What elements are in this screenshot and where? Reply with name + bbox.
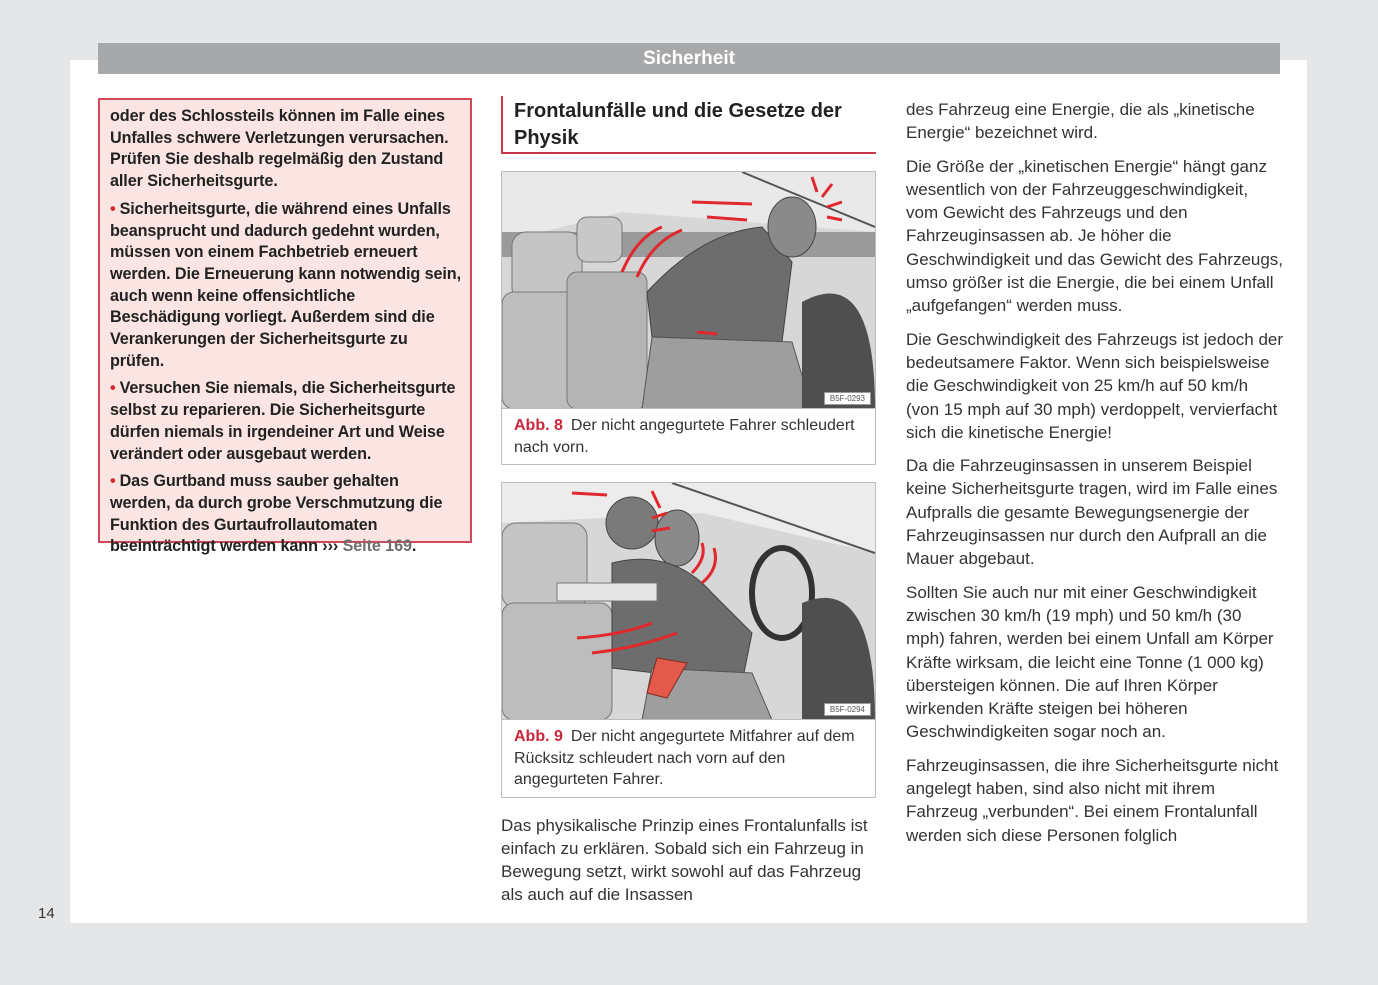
section-title: Frontalunfälle und die Gesetze der Physik xyxy=(501,96,876,154)
warning-bullet xyxy=(110,471,461,558)
middle-body-text xyxy=(501,814,876,907)
figure-caption xyxy=(502,409,875,464)
bullet-icon: • xyxy=(110,199,116,218)
figure-8-illustration xyxy=(502,172,875,409)
warning-intro: oder des Schlossteils können im Falle eines Unfalles schwere Verletzungen verursachen. Prüfen Sie deshalb regelmäßig den Zustand aller Sicherheitsgurte. xyxy=(110,107,449,191)
right-column xyxy=(906,98,1284,857)
figure-code: B5F-0293 xyxy=(824,392,871,405)
chapter-header: Sicherheit xyxy=(98,43,1280,74)
bullet-icon: • xyxy=(110,472,116,491)
xref-arrows-icon: ››› xyxy=(322,537,339,556)
paragraph: Die Geschwindigkeit des Fahrzeugs ist jedoch der bedeutsamere Faktor. Wenn sich beispielsweise die Geschwindigkeit von 25 km/h auf 50 km/h (von 15 mph auf 30 mph) verdoppelt, vervierfacht sich die kinetische Energie! xyxy=(906,329,1284,442)
crash-illustration-icon xyxy=(502,483,875,720)
left-column xyxy=(98,98,472,556)
warning-bullet-text: Das Gurtband muss sauber gehalten werden, da durch grobe Verschmutzung die Funktion des Gurtaufrollautomaten beeinträchtigt werden kann xyxy=(110,472,443,556)
figure-caption xyxy=(502,720,875,797)
warning-box xyxy=(98,98,472,556)
paragraph: des Fahrzeug eine Energie, die als „kinetische Energie“ bezeichnet wird. xyxy=(906,100,1255,143)
middle-column xyxy=(501,96,876,917)
paragraph: Die Größe der „kinetischen Energie“ hängt ganz wesentlich von der Fahrzeuggeschwindigkeit, vom Gewicht des Fahrzeugs und den Fahrzeuginsassen ab. Je höher die Geschwindigkeit und das Gewicht des Fahrzeugs, umso größer ist die Energie, die bei einem Unfall „aufgefangen“ werden muss. xyxy=(906,156,1284,316)
figure-9 xyxy=(501,482,876,798)
figure-label: Abb. 8 xyxy=(514,417,563,434)
sentence-end: . xyxy=(411,537,417,556)
paragraph: Das physikalische Prinzip eines Frontalunfalls ist einfach zu erklären. Sobald sich ein Fahrzeug in Bewegung setzt, wirkt sowohl auf das Fahrzeug als auch auf die Insassen xyxy=(501,815,868,905)
paragraph: Sollten Sie auch nur mit einer Geschwindigkeit zwischen 30 km/h (19 mph) und 50 km/h (30 mph) fahren, werden bei einem Unfall am Körper Kräfte wirksam, die leicht eine Tonne (1 000 kg) übersteigen können. Die auf Ihren Körper wirkenden Kräfte steigen bei höheren Geschwindigkeiten sogar noch an. xyxy=(906,582,1274,742)
right-body-text xyxy=(906,98,1284,847)
figure-caption-text: Der nicht angegurtete Mitfahrer auf dem Rücksitz schleudert nach vorn auf den angegurteten Fahrer. xyxy=(514,728,855,788)
paragraph: Fahrzeuginsassen, die ihre Sicherheitsgurte nicht angelegt haben, sind also nicht mit ihrem Fahrzeug „verbunden“. Bei einem Frontalunfall werden sich diese Personen folglich xyxy=(906,755,1279,845)
warning-bullet xyxy=(110,199,461,373)
figure-caption-text: Der nicht angegurtete Fahrer schleudert nach vorn. xyxy=(514,417,855,456)
figure-code: B5F-0294 xyxy=(824,703,871,716)
warning-bullet xyxy=(110,378,461,465)
page-number: 14 xyxy=(38,905,55,922)
warning-bullet-text: Versuchen Sie niemals, die Sicherheitsgurte selbst zu reparieren. Die Sicherheitsgurte dürfen niemals in irgendeiner Art und Weise verändert oder ausgebaut werden. xyxy=(110,379,456,463)
paragraph: Da die Fahrzeuginsassen in unserem Beispiel keine Sicherheitsgurte tragen, wird im Falle eines Aufpralls die gesamte Bewegungsenergie der Fahrzeuginsassen nur durch den Aufprall an die Mauer abgebaut. xyxy=(906,456,1278,569)
bullet-icon: • xyxy=(110,379,116,398)
warning-bullet-text: Sicherheitsgurte, die während eines Unfalls beansprucht und dadurch gedehnt wurden, müssen von einem Fachbetrieb erneuert werden. Die Erneuerung kann notwendig sein, auch wenn keine offensichtliche Beschädigung vorliegt. Außerdem sind die Verankerungen der Sicherheitsgurte zu prüfen. xyxy=(110,199,461,370)
figure-label: Abb. 9 xyxy=(514,728,563,745)
figure-9-illustration xyxy=(502,483,875,720)
figure-8 xyxy=(501,171,876,465)
crash-illustration-icon xyxy=(502,172,875,409)
page-reference-link[interactable]: Seite 169 xyxy=(342,537,412,556)
